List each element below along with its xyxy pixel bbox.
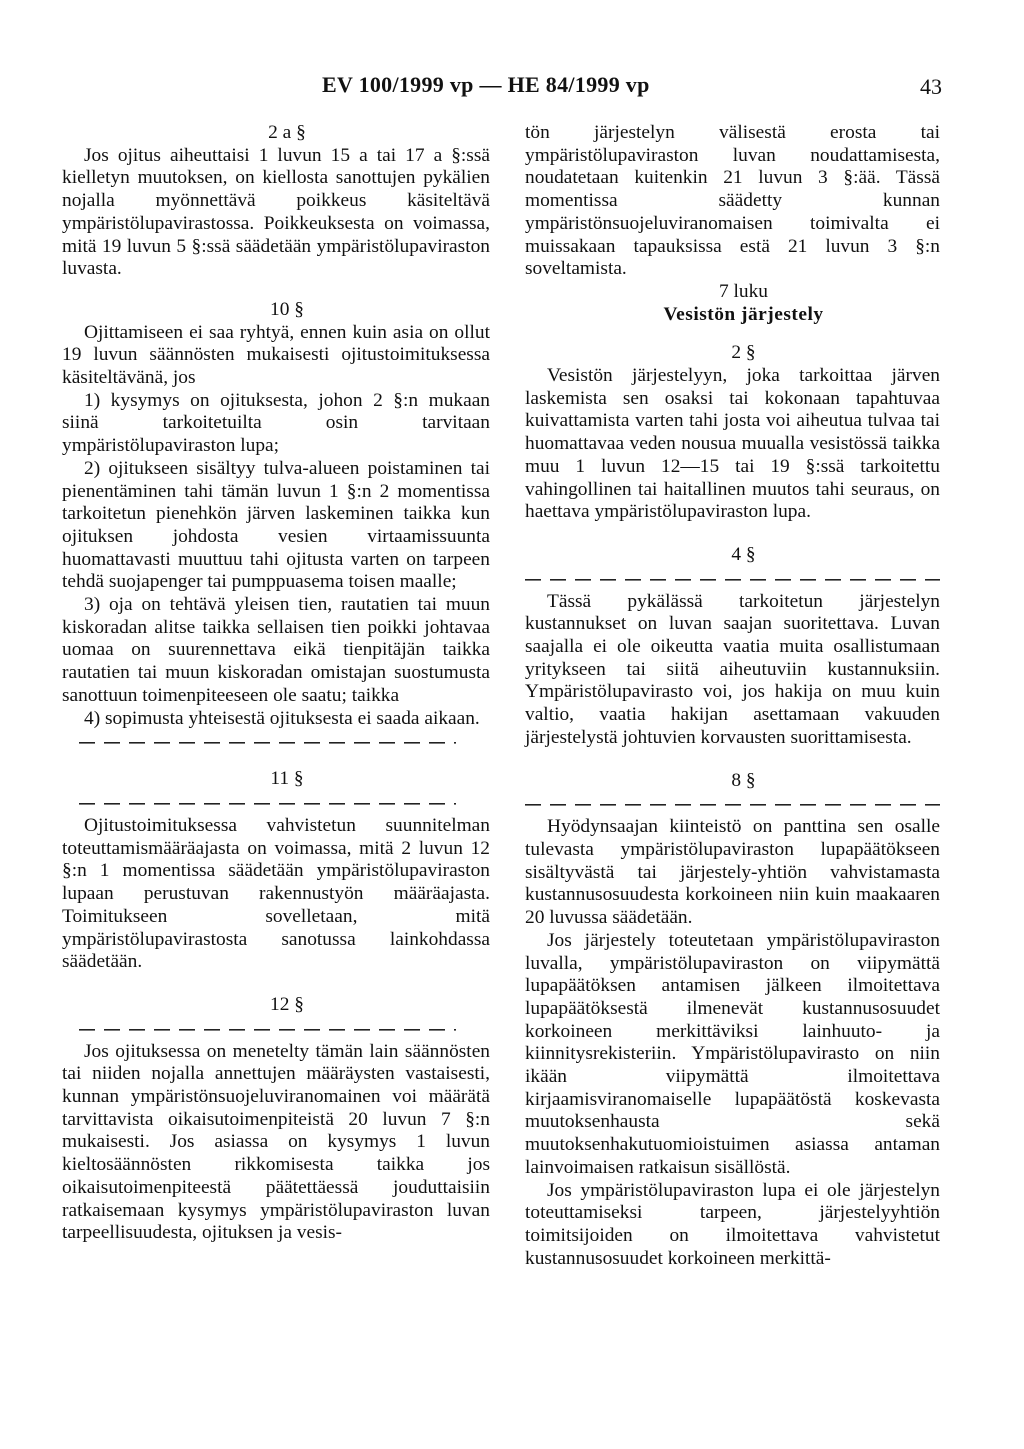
- chapter-number: 7 luku: [718, 280, 769, 302]
- section-heading-8: 8 §: [731, 769, 756, 791]
- omission-dashes: [79, 736, 456, 748]
- page-number: 43: [920, 74, 942, 99]
- section-heading-11: 11 §: [270, 768, 304, 790]
- section-4-text: Tässä pykälässä tarkoitetun järjestelyn kustannukset on luvan saajan suoritettava. Luvan saajalla ei ole oikeutta vaatia muita osallistumaan yritykseen tai siitä aiheutuviin kustannuksiin. Ympäristölupavirasto voi, jos hakija on muu kuin valtio, vaatia hakijan asettamaan vakuuden järjestelystä johtuvien korvausten suorittamisesta.: [525, 590, 940, 748]
- section-10-intro: Ojittamiseen ei saa ryhtyä, ennen kuin asia on ollut 19 luvun säännösten mukaisesti ojitustoimituksessa käsiteltävänä, jos: [62, 321, 490, 389]
- section-11-text: Ojitustoimituksessa vahvistetun suunnitelman toteuttamismääräajasta on voimassa, mitä 2 luvun 12 §:n 1 momentissa säädetään ympäristölupaviraston lupaan perustuvan rakennustyön määräajasta. Toimitukseen sovelletaan, mitä ympäristölupavirastosta sanotussa lainkohdassa säädetään.: [62, 814, 490, 973]
- section-10-item-2: 2) ojitukseen sisältyy tulva-alueen poistaminen tai pienentäminen tahi tämän luvun 1 §:n 2 momentissa tarkoitetun pienehkön järven laskeminen taikka kun ojituksen johdosta vesien virtaamissuunta huomattavasti muuttuu tahi ojitusta varten on tarpeen tehdä suojapenger tai pumppuasema toisen maalle;: [62, 457, 490, 593]
- continuation-text: tön järjestelyn välisestä erosta tai ympäristölupaviraston luvan noudattamisesta, noudatetaan kuitenkin 21 luvun 3 §:ää. Tässä momentissa säädetty kunnan ympäristönsuojeluviranomaisen toimivalta ei muissakaan tapauksissa estä 21 luvun 3 §:n soveltamista.: [525, 122, 940, 280]
- section-2a-text: Jos ojitus aiheuttaisi 1 luvun 15 a tai 17 a §:ssä kielletyn muutoksen, on kiellosta sanottujen pykälien nojalla myönnettävä poikkeus käsiteltävä ympäristölupavirastossa. Poikkeuksesta on voimassa, mitä 19 luvun 5 §:ssä säädetään ympäristölupaviraston luvasta.: [62, 144, 490, 280]
- omission-dashes: [79, 1023, 456, 1035]
- chapter-title: Vesistön järjestely: [663, 303, 824, 325]
- running-head: EV 100/1999 vp — HE 84/1999 vp: [322, 72, 650, 97]
- page-header: [0, 72, 1024, 112]
- right-column: [525, 122, 940, 1270]
- section-8-text-1: Hyödynsaajan kiinteistö on panttina sen osalle tulevasta ympäristölupaviraston lupapäätökseen sisältyvästä tai järjestely-yhtiön vahvistamasta kustannusosuudesta korkoineen niin kuin maakaaren 20 luvussa säädetään.: [525, 816, 940, 929]
- section-heading-2a: 2 a §: [268, 122, 306, 143]
- section-8-text-2: Jos järjestely toteutetaan ympäristölupaviraston luvalla, ympäristölupaviraston on viipymättä lupapäätöksen antamisen jälkeen ilmoitettava lupapäätöksestä ilmenevät kustannusosuudet korkoineen merkittäviksi lainhuuto- ja kiinnitysrekisteriin. Ympäristölupavirasto on niin ikään viipymättä ilmoitettava kirjaamisviranomaiselle lupapäätöstä koskevasta muutoksenhausta sekä muutoksenhakutuomioistuimen asiassa antaman lainvoimaisen ratkaisun sisällöstä.: [525, 929, 940, 1178]
- section-10-item-1: 1) kysymys on ojituksesta, johon 2 §:n mukaan siinä tarkoitetuilta osin tarvitaan ympäristölupaviraston lupa;: [62, 389, 490, 457]
- omission-dashes: [79, 797, 456, 809]
- section-8-text-3: Jos ympäristölupaviraston lupa ei ole järjestelyn toteuttamiseksi tarpeen, järjestelyyhtiön toimitsijoiden on ilmoitettava vahvistetut kustannusosuudet korkoineen merkittä-: [525, 1179, 940, 1269]
- section-heading-10: 10 §: [270, 298, 304, 320]
- omission-dashes: [525, 798, 940, 810]
- section-heading-4: 4 §: [731, 543, 756, 565]
- section-10-item-3: 3) oja on tehtävä yleisen tien, rautatien tai muun kiskoradan alitse taikka sellaisen tien poikki johtavaa uomaa on suurennettava eikä tienpitäjän taikka rautatien tai muun kiskoradan omistajan suostumusta sanottuun toimenpiteeseen ole saatu; taikka: [62, 594, 490, 706]
- section-heading-2: 2 §: [731, 342, 756, 364]
- section-10-item-4: 4) sopimusta yhteisestä ojituksesta ei saada aikaan.: [84, 707, 480, 729]
- omission-dashes: [525, 573, 940, 585]
- section-12-text: Jos ojituksessa on menetelty tämän lain säännösten tai niiden nojalla annettujen määräysten vastaisesti, kunnan ympäristönsuojeluviranomainen voi määrätä tarvittavista oikaisutoimenpiteistä 20 luvun 7 §:n mukaisesti. Jos asiassa on kysymys 1 luvun kieltosäännösten rikkomisesta taikka jos oikaisutoimenpiteestä päätettäessä jouduttaisiin ratkaisemaan kysymys ympäristölupaviraston luvan tarpeellisuudesta, ojituksen ja vesis-: [62, 1040, 490, 1244]
- section-heading-12: 12 §: [270, 993, 304, 1015]
- left-column: [62, 122, 490, 1245]
- section-2-text: Vesistön järjestelyyn, joka tarkoittaa järven laskemista sen osaksi tai kokonaan tapahtuvaa kuivattamista varten tahi josta voi aiheutua tulvaa tai huomattavaa veden nousua muualla vesistössä taikka muu 1 luvun 12—15 tai 19 §:ssä tarkoitettu vahingollinen tai haitallinen muutos tahi seuraus, on haettava ympäristölupaviraston lupa.: [525, 365, 940, 523]
